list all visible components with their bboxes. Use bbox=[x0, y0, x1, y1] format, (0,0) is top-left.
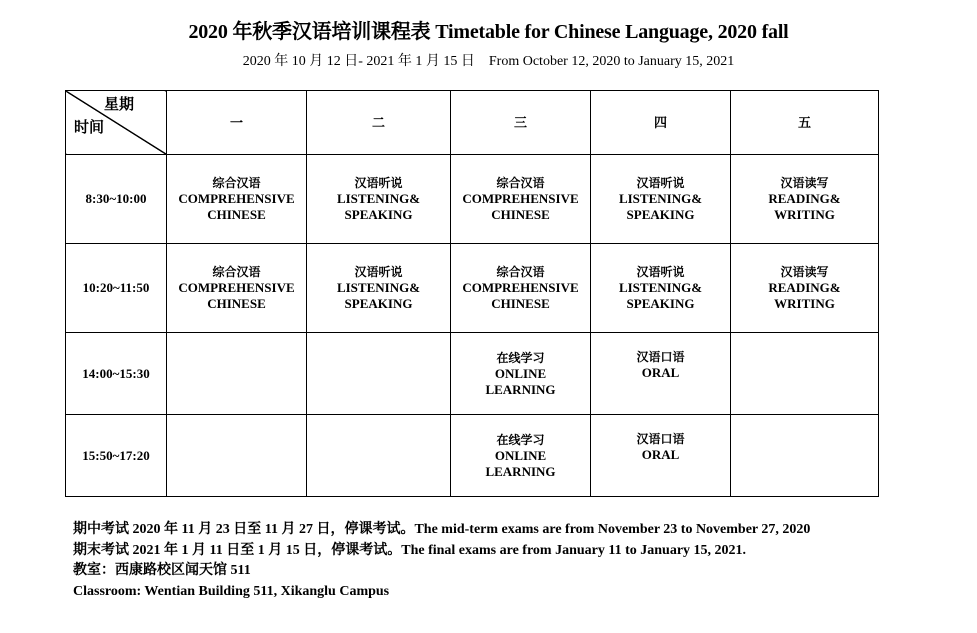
course-en-label: LEARNING bbox=[485, 381, 556, 397]
course-en-label: CHINESE bbox=[207, 207, 266, 222]
course-cell bbox=[451, 244, 591, 333]
course-cn-label: 汉语口语 bbox=[636, 350, 685, 364]
course-cn-label: 综合汉语 bbox=[496, 265, 545, 279]
time-slot-cell: 10:20~11:50 bbox=[66, 244, 167, 333]
empty-cell bbox=[731, 333, 879, 415]
empty-cell bbox=[167, 415, 307, 497]
course-cn-label: 汉语口语 bbox=[636, 432, 685, 446]
course-cn-label: 汉语听说 bbox=[636, 265, 685, 279]
course-cell bbox=[731, 155, 879, 244]
time-slot-cell: 15:50~17:20 bbox=[66, 415, 167, 497]
final-note: 期末考试 2021 年 1 月 11 日至 1 月 15 日，停课考试。The final exams are from January 11 to January 15, 2021. bbox=[73, 542, 747, 558]
course-cn-label: 汉语听说 bbox=[354, 265, 403, 279]
day-header-mon: 一 bbox=[167, 91, 307, 155]
course-en-label: ORAL bbox=[641, 447, 680, 462]
course-cn-label: 综合汉语 bbox=[212, 265, 261, 279]
course-cell bbox=[451, 415, 591, 497]
course-en-label: CHINESE bbox=[491, 207, 550, 222]
classroom-note-en: Classroom: Wentian Building 511, Xikanglu Campus bbox=[73, 583, 390, 599]
course-cell bbox=[591, 333, 731, 415]
timetable bbox=[65, 90, 879, 497]
course-en-label: SPEAKING bbox=[626, 207, 695, 222]
exam-notes bbox=[73, 520, 810, 602]
course-cell bbox=[167, 155, 307, 244]
corner-weekday-label: 星期 bbox=[103, 97, 134, 113]
course-cn-label: 汉语听说 bbox=[354, 176, 403, 190]
course-en-label: COMPREHENSIVE bbox=[462, 191, 579, 206]
course-en-label: CHINESE bbox=[207, 296, 266, 311]
course-cn-label: 综合汉语 bbox=[212, 176, 261, 190]
course-en-label: LISTENING& bbox=[618, 280, 703, 295]
course-cell bbox=[167, 244, 307, 333]
day-header-thu: 四 bbox=[591, 91, 731, 155]
course-en-label: LISTENING& bbox=[618, 191, 703, 206]
midterm-note: 期中考试 2020 年 11 月 23 日至 11 月 27 日，停课考试。The mid-term exams are from November 23 to November 27, 2020 bbox=[73, 522, 811, 537]
course-cn-label: 综合汉语 bbox=[496, 176, 545, 190]
course-en-label: ONLINE bbox=[494, 447, 547, 463]
page-title: 2020 年秋季汉语培训课程表 Timetable for Chinese Language, 2020 fall bbox=[188, 21, 789, 43]
course-cell bbox=[307, 244, 451, 333]
course-en-label: CHINESE bbox=[491, 296, 550, 311]
course-en-label: LISTENING& bbox=[336, 280, 421, 295]
table-row bbox=[66, 333, 879, 415]
course-en-label: READING& bbox=[768, 191, 841, 206]
table-row bbox=[66, 244, 879, 333]
date-range-subtitle: 2020 年 10 月 12 日- 2021 年 1 月 15 日 From October 12, 2020 to January 15, 2021 bbox=[242, 54, 735, 69]
course-cell bbox=[307, 155, 451, 244]
time-slot-cell: 8:30~10:00 bbox=[66, 155, 167, 244]
course-en-label: LISTENING& bbox=[336, 191, 421, 206]
time-slot-cell: 14:00~15:30 bbox=[66, 333, 167, 415]
day-header-wed: 三 bbox=[451, 91, 591, 155]
course-cn-label: 汉语读写 bbox=[780, 176, 829, 190]
course-en-label: ONLINE bbox=[494, 365, 547, 381]
day-header-tue: 二 bbox=[307, 91, 451, 155]
course-en-label: ORAL bbox=[641, 365, 680, 380]
course-cn-label: 在线学习 bbox=[496, 432, 545, 447]
course-en-label: COMPREHENSIVE bbox=[462, 280, 579, 295]
course-en-label: WRITING bbox=[774, 296, 835, 311]
course-en-label: READING& bbox=[768, 280, 841, 295]
course-cn-label: 在线学习 bbox=[496, 350, 545, 365]
course-cell bbox=[591, 244, 731, 333]
course-en-label: SPEAKING bbox=[344, 296, 413, 311]
course-cell bbox=[591, 155, 731, 244]
course-en-label: SPEAKING bbox=[626, 296, 695, 311]
empty-cell bbox=[307, 333, 451, 415]
empty-cell bbox=[731, 415, 879, 497]
course-cell bbox=[731, 244, 879, 333]
course-en-label: COMPREHENSIVE bbox=[178, 191, 295, 206]
table-row bbox=[66, 415, 879, 497]
course-cell bbox=[591, 415, 731, 497]
course-en-label: SPEAKING bbox=[344, 207, 413, 222]
course-en-label: COMPREHENSIVE bbox=[178, 280, 295, 295]
empty-cell bbox=[307, 415, 451, 497]
table-row bbox=[66, 155, 879, 244]
course-en-label: WRITING bbox=[774, 207, 835, 222]
course-en-label: LEARNING bbox=[485, 463, 556, 479]
course-cell bbox=[451, 333, 591, 415]
course-cell bbox=[451, 155, 591, 244]
day-header-fri: 五 bbox=[731, 91, 879, 155]
course-cn-label: 汉语听说 bbox=[636, 176, 685, 190]
classroom-note-cn: 教室：西康路校区闻天馆 511 bbox=[73, 563, 251, 578]
empty-cell bbox=[167, 333, 307, 415]
corner-time-label: 时间 bbox=[74, 120, 105, 136]
header-row bbox=[66, 91, 879, 155]
course-cn-label: 汉语读写 bbox=[780, 265, 829, 279]
corner-header-cell bbox=[66, 91, 167, 155]
